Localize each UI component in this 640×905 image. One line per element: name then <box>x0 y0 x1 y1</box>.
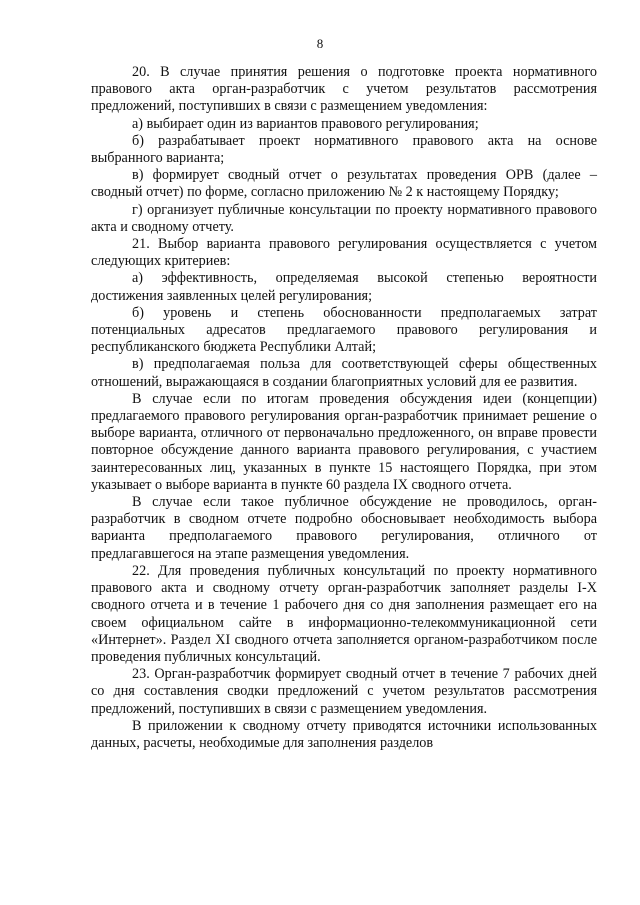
paragraph-22: 22. Для проведения публичных консультаций по проекту нормативного правового акта и сводному отчету орган-разработчик заполняет разделы I-X сводного отчета и в течение 1 рабочего дня со дня заполнения размещает его на своем официальном сайте в информационно-телекоммуникационной сети «Интернет». Раздел XI сводного отчета заполняется органом-разработчиком после проведения публичных консультаций. <box>91 562 597 665</box>
paragraph-21-b: б) уровень и степень обоснованности предполагаемых затрат потенциальных адресатов предлагаемого правового регулирования и республиканского бюджета Республики Алтай; <box>91 304 597 356</box>
page-number: 8 <box>316 36 324 51</box>
paragraph-20-a: а) выбирает один из вариантов правового регулирования; <box>132 115 479 132</box>
paragraph-20-v: в) формирует сводный отчет о результатах проведения ОРВ (далее – сводный отчет) по форме, согласно приложению № 2 к настоящему Порядку; <box>91 167 597 201</box>
paragraph-23: 23. Орган-разработчик формирует сводный отчет в течение 7 рабочих дней со дня составления сводки предложений с учетом результатов рассмотрения предложений, поступивших в связи с размещением уведомления. <box>91 666 597 717</box>
paragraph-21-note-2: В случае если такое публичное обсуждение не проводилось, орган-разработчик в сводном отчете подробно обосновывает необходимость выбора варианта предполагаемого правового регулирования, отличного от предлагавшегося на этапе размещения уведомления. <box>91 494 597 562</box>
paragraph-20-g: г) организует публичные консультации по проекту нормативного правового акта и сводному отчету. <box>91 201 597 235</box>
paragraph-23-appendix: В приложении к сводному отчету приводятся источники использованных данных, расчеты, необходимые для заполнения разделов <box>91 717 597 751</box>
paragraph-20-b: б) разрабатывает проект нормативного правового акта на основе выбранного варианта; <box>91 132 597 167</box>
paragraph-20: 20. В случае принятия решения о подготовке проекта нормативного правового акта орган-разработчик с учетом результатов рассмотрения предложений, поступивших в связи с размещением уведомления: <box>91 64 597 115</box>
paragraph-21-v: в) предполагаемая польза для соответствующей сферы общественных отношений, выражающаяся в создании благоприятных условий для ее развития. <box>91 356 597 390</box>
paragraph-21-a: а) эффективность, определяемая высокой степенью вероятности достижения заявленных целей регулирования; <box>91 270 597 304</box>
document-body <box>91 64 597 752</box>
paragraph-21: 21. Выбор варианта правового регулирования осуществляется с учетом следующих критериев: <box>91 236 597 270</box>
paragraph-21-note-1: В случае если по итогам проведения обсуждения идеи (концепции) предлагаемого правового регулирования орган-разработчик принимает решение о выборе варианта, отличного от первоначально предложенного, он вправе провести повторное обсуждение данного варианта правового регулирования, с участием заинтересованных лиц, указанных в пункте 15 настоящего Порядка, при этом указывает о выборе варианта в пункте 60 раздела IX сводного отчета. <box>91 390 597 493</box>
